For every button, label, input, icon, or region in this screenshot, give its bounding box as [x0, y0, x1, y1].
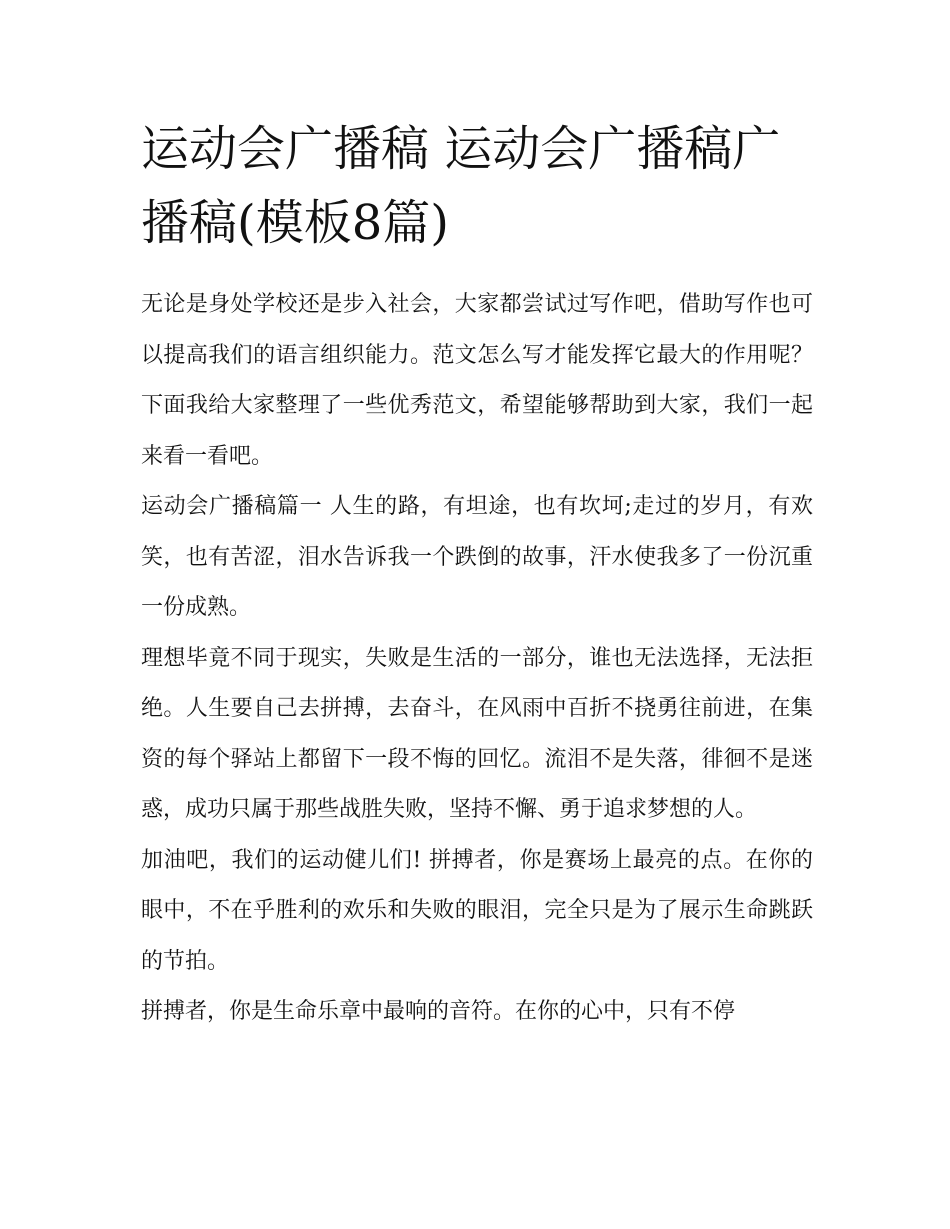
paragraph-intro: 无论是身处学校还是步入社会，大家都尝试过写作吧，借助写作也可以提高我们的语言组织能力。范文怎么写才能发挥它最大的作用呢？下面我给大家整理了一些优秀范文，希望能够帮助到大家，我们一起来看一看吧。: [141, 292, 813, 469]
paragraph-1: 运动会广播稿篇一 人生的路，有坦途，也有坎坷;走过的岁月，有欢笑，也有苦涩，泪水告诉我一个跌倒的故事，汗水使我多了一份沉重一份成熟。: [141, 494, 813, 620]
paragraph-2: 理想毕竟不同于现实，失败是生活的一部分，谁也无法选择，无法拒绝。人生要自己去拼搏，去奋斗，在风雨中百折不挠勇往前进，在集资的每个驿站上都留下一段不悔的回忆。流泪不是失落，徘徊不是迷惑，成功只属于那些战胜失败，坚持不懈、勇于追求梦想的人。: [141, 645, 813, 822]
document-page: [141, 112, 813, 1038]
paragraph-4: 拼搏者，你是生命乐章中最响的音符。在你的心中，只有不停: [141, 999, 736, 1024]
document-title: 运动会广播稿 运动会广播稿广播稿(模板8篇): [141, 121, 781, 251]
paragraph-3: 加油吧，我们的运动健儿们! 拼搏者，你是赛场上最亮的点。在你的眼中，不在乎胜利的欢乐和失败的眼泪，完全只是为了展示生命跳跃的节拍。: [141, 847, 813, 974]
